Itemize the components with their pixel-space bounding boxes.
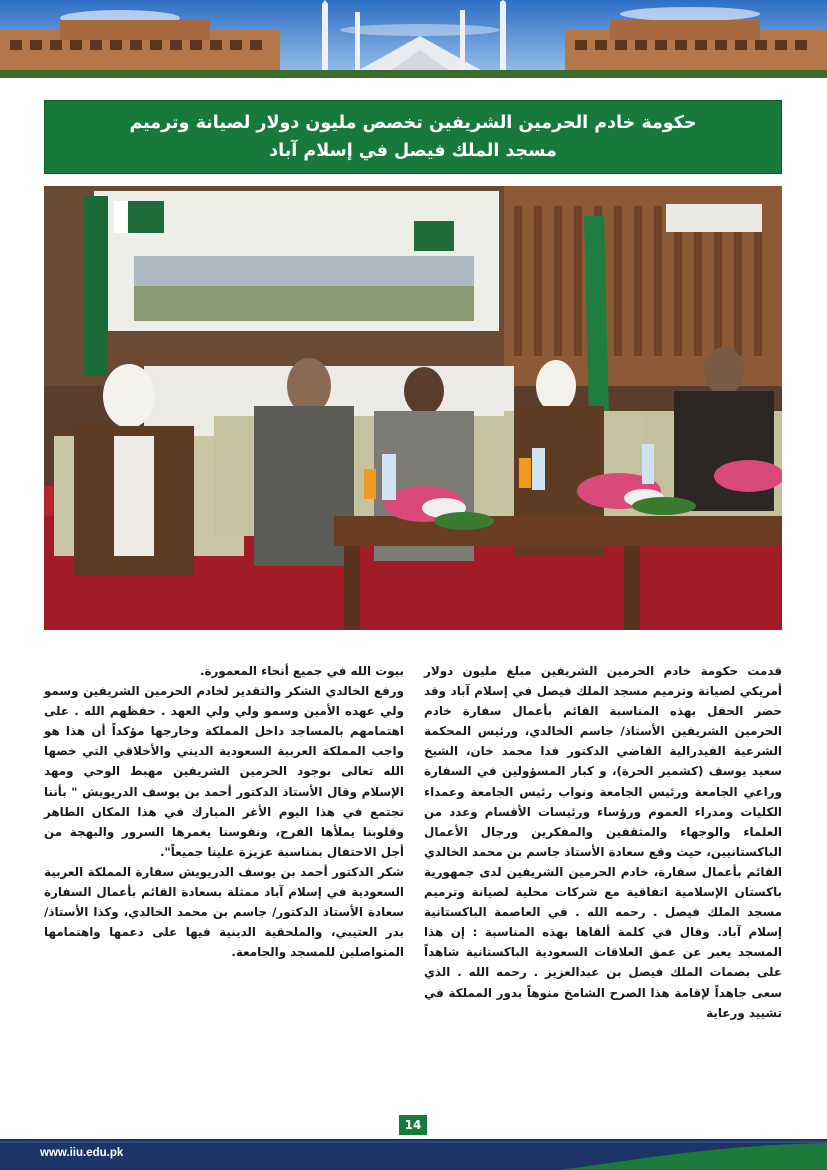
article-title-line-1: حكومة خادم الحرمين الشريفين تخصص مليون دولار لصيانة وترميم <box>129 113 697 133</box>
article-column-right <box>424 661 782 1023</box>
article-title-box <box>44 100 782 174</box>
event-photo <box>44 186 782 630</box>
article-paragraph-left-2: ورفع الخالدي الشكر والتقدير لخادم الحرمين الشريفين وسمو ولي عهده الأمين وسمو ولي ولي العهد . حفظهم الله . على اهتمامهم بالمساجد داخل المملكة وخارجها مؤكداً أن هذا هو واجب المملكة العربية السعودية الديني والأخلاقي التي خصها الله تعالى بوجود الحرمين الشريفين مهبط الوحي ومهد الإسلام وقال الأستاذ الدكتور أحمد بن يوسف الدريويش " بأننا نجتمع في هذا اليوم الأغر المبارك في هذا المكان الطاهر وقلوبنا يملأها الفرح، ونفوسنا يغمرها السرور والبهجة من أجل الاحتفال بمناسبة عزيزة علينا جميعاً". <box>44 684 404 859</box>
footer-website-link[interactable]: www.iiu.edu.pk <box>40 1147 124 1159</box>
header-banner-image <box>0 0 827 78</box>
article-title-line-2: مسجد الملك فيصل في إسلام آباد <box>269 141 557 161</box>
article-paragraph-left-1: بيوت الله في جميع أنحاء المعمورة. <box>199 664 404 678</box>
article-column-left <box>44 661 404 962</box>
page-number: 14 <box>399 1115 427 1135</box>
footer-bar <box>0 1139 827 1170</box>
article-paragraph-left-3: شكر الدكتور أحمد بن يوسف الدريويش سفارة المملكة العربية السعودية في إسلام آباد ممثلة بسعادة القائم بأعمال السفارة سعادة الأستاذ الدكتور/ جاسم بن محمد الخالدي، وكذا الأستاذ/ بدر العتيبي، والملحقية الدينية فيها على دعمها واهتمامها المتواصلين للمسجد والجامعة. <box>44 864 404 960</box>
article-paragraph-right: قدمت حكومة خادم الحرمين الشريفين مبلغ مليون دولار أمريكي لصيانة وترميم مسجد الملك فيصل في إسلام آباد وقد حضر الحفل بهذه المناسبة القائم بأعمال سفارة خادم الحرمين الشريفين الأستاذ/ جاسم الخالدي، ورئيس المحكمة الشرعية الفيدرالية القاضي الدكتور فدا محمد خان، الشيخ سعيد يوسف (كشمير الحرة)، و كبار المسؤولين في السفارة وراعي الجامعة ورئيس الجامعة ونواب رئيس الجامعة وعمداء الكليات ومدراء العموم ورؤساء ورئيسات الأقسام وعدد من العلماء والوجهاء والمثقفين والمفكرين ورجال الأعمال الباكستانيين، حيث وقع سعادة الأستاذ جاسم بن محمد الخالدي القائم بأعمال سفارة، خادم الحرمين الشريفين لدى جمهورية باكستان الإسلامية اتفاقية مع شركات محلية لصيانة وترميم مسجد الملك فيصل . رحمه الله . في العاصمة الباكستانية إسلام آباد. وقال في كلمة ألقاها بهذه المناسبة : إن هذا المسجد يعبر عن عمق العلاقات السعودية الباكستانية شاهداً على بصمات الملك فيصل بن عبدالعزيز . رحمه الله . الذي سعى جاهداً لإقامة هذا الصرح الشامخ منوهاً بدور المملكة في تشييد ورعاية <box>424 664 782 1020</box>
